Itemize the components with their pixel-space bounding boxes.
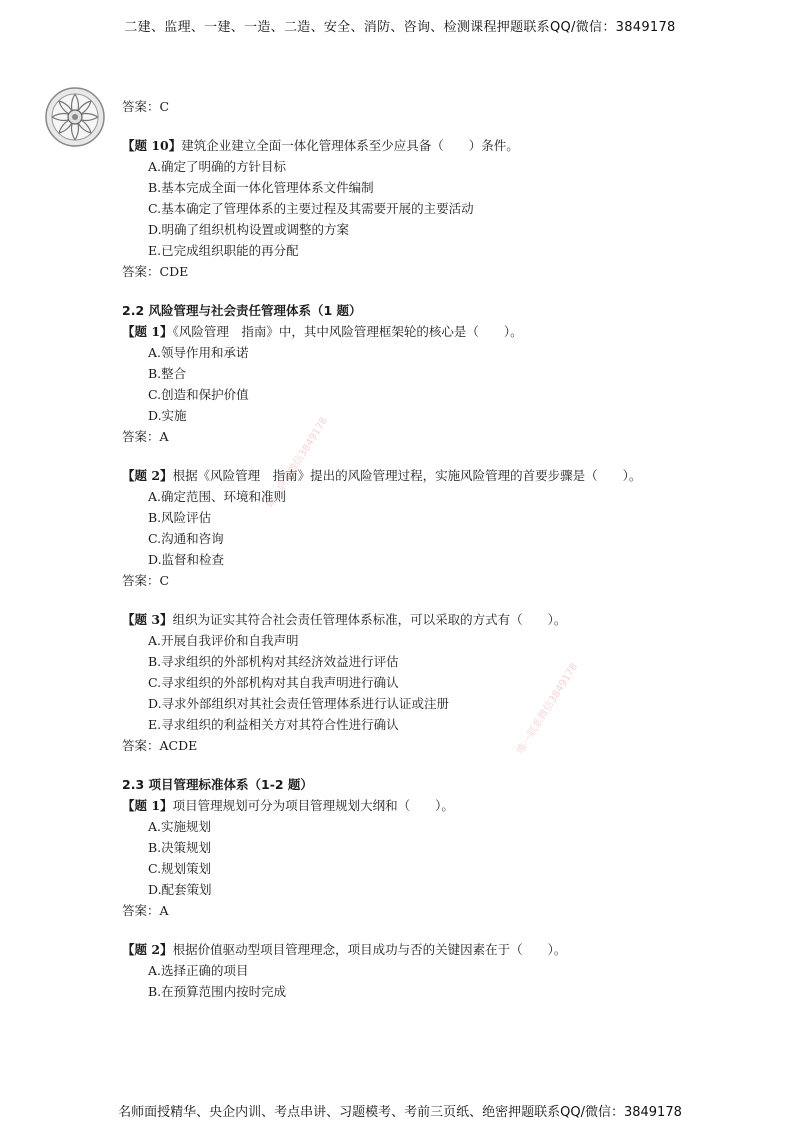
question-number: 【题 2】 xyxy=(122,468,173,483)
watermark-1: 唯一联系微信3849178 xyxy=(265,415,331,510)
question-stem: 项目管理规划可分为项目管理规划大纲和（ ）。 xyxy=(172,798,454,813)
option: D.监督和检查 xyxy=(148,552,225,567)
option: A.确定范围、环境和准则 xyxy=(148,489,287,504)
document-body xyxy=(122,96,742,1002)
option: A.实施规划 xyxy=(148,819,212,834)
question-10 xyxy=(122,135,742,156)
option: C.基本确定了管理体系的主要过程及其需要开展的主要活动 xyxy=(148,201,474,216)
question-2 xyxy=(122,939,742,960)
answer-line: 答案：A xyxy=(122,429,169,444)
question-number: 【题 10】 xyxy=(122,138,182,153)
question-2 xyxy=(122,465,742,486)
option: A.确定了明确的方针目标 xyxy=(148,159,287,174)
section-title: 2.3 项目管理标准体系（1-2 题） xyxy=(122,777,313,792)
option: C.寻求组织的外部机构对其自我声明进行确认 xyxy=(148,675,399,690)
answer-line: 答案：C xyxy=(122,99,170,114)
decorative-seal-icon xyxy=(44,86,106,148)
option: D.配套策划 xyxy=(148,882,212,897)
answer-line: 答案：C xyxy=(122,573,170,588)
option: C.沟通和咨询 xyxy=(148,531,224,546)
option: A.开展自我评价和自我声明 xyxy=(148,633,299,648)
question-1 xyxy=(122,795,742,816)
page-header: 二建、监理、一建、一造、二造、安全、消防、咨询、检测课程押题联系QQ/微信：3849178 xyxy=(124,20,676,35)
option: A.选择正确的项目 xyxy=(148,963,249,978)
question-1 xyxy=(122,321,742,342)
question-stem: 根据《风险管理 指南》提出的风险管理过程，实施风险管理的首要步骤是（ ）。 xyxy=(172,468,642,483)
answer-line: 答案：ACDE xyxy=(122,738,198,753)
option: C.规划策划 xyxy=(148,861,212,876)
option: B.寻求组织的外部机构对其经济效益进行评估 xyxy=(148,654,399,669)
answer-line: 答案：CDE xyxy=(122,264,189,279)
answer-line: 答案：A xyxy=(122,903,169,918)
option: E.已完成组织职能的再分配 xyxy=(148,243,299,258)
question-number: 【题 2】 xyxy=(122,942,173,957)
watermark-2: 唯一联系微信3849178 xyxy=(515,661,581,756)
option: E.寻求组织的利益相关方对其符合性进行确认 xyxy=(148,717,399,732)
question-stem: 《风险管理 指南》中，其中风险管理框架轮的核心是（ ）。 xyxy=(172,324,523,339)
question-3 xyxy=(122,609,742,630)
section-title: 2.2 风险管理与社会责任管理体系（1 题） xyxy=(122,303,362,318)
option: C.创造和保护价值 xyxy=(148,387,249,402)
page-footer: 名师面授精华、央企内训、考点串讲、习题模考、考前三页纸、绝密押题联系QQ/微信：3849178 xyxy=(118,1105,682,1120)
option: A.领导作用和承诺 xyxy=(148,345,249,360)
option: B.整合 xyxy=(148,366,187,381)
option: D.实施 xyxy=(148,408,187,423)
option: B.决策规划 xyxy=(148,840,212,855)
option: B.在预算范围内按时完成 xyxy=(148,984,287,999)
question-stem: 根据价值驱动型项目管理理念，项目成功与否的关键因素在于（ ）。 xyxy=(172,942,567,957)
question-stem: 组织为证实其符合社会责任管理体系标准，可以采取的方式有（ ）。 xyxy=(172,612,567,627)
option: B.风险评估 xyxy=(148,510,212,525)
question-number: 【题 1】 xyxy=(122,798,173,813)
option: D.明确了组织机构设置或调整的方案 xyxy=(148,222,350,237)
question-number: 【题 1】 xyxy=(122,324,173,339)
question-number: 【题 3】 xyxy=(122,612,173,627)
option: B.基本完成全面一体化管理体系文件编制 xyxy=(148,180,374,195)
option: D.寻求外部组织对其社会责任管理体系进行认证或注册 xyxy=(148,696,450,711)
question-stem: 建筑企业建立全面一体化管理体系至少应具备（ ）条件。 xyxy=(181,138,519,153)
